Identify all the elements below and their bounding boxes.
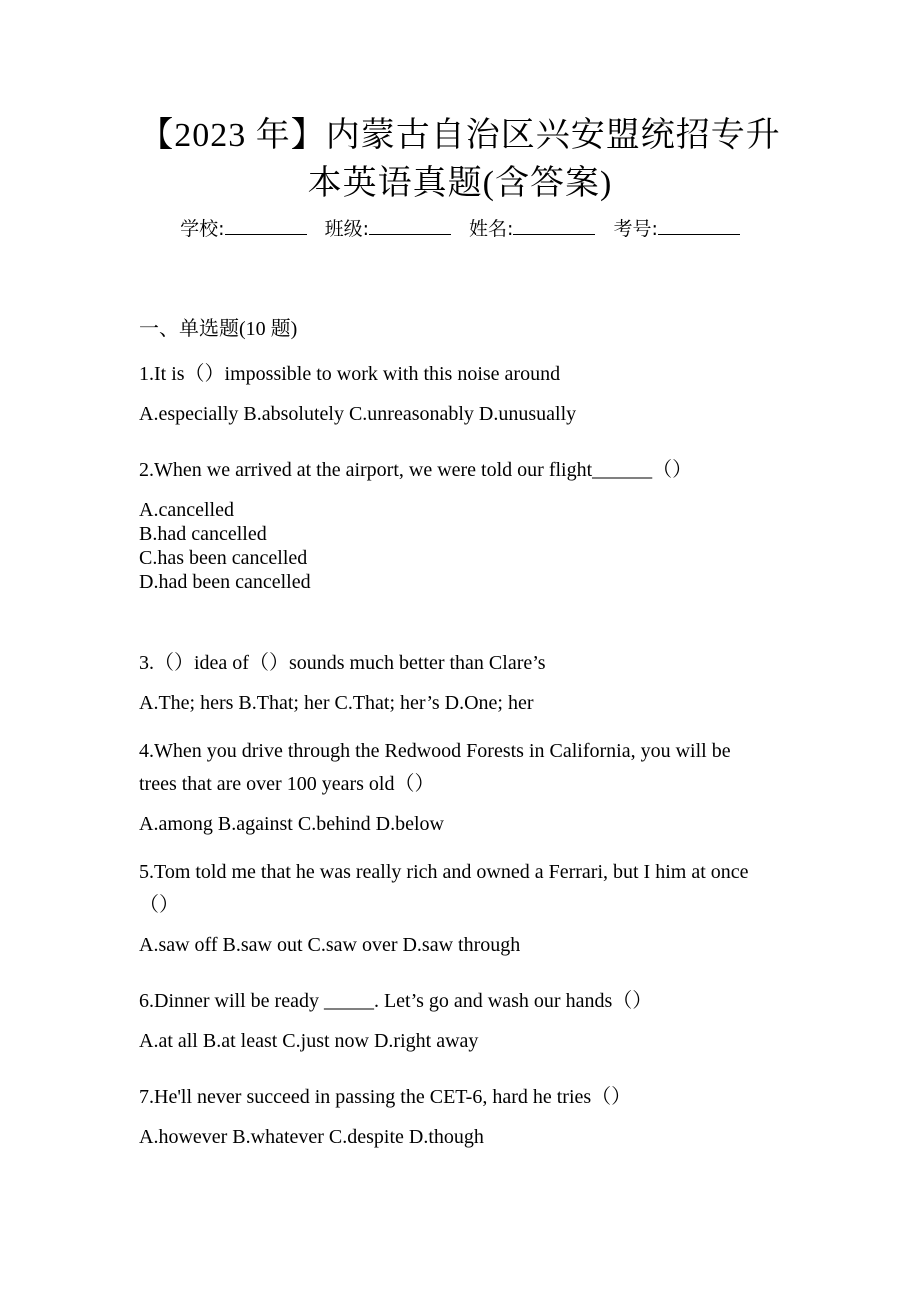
school-label: 学校: [180, 218, 225, 240]
exam-number-field[interactable] [613, 218, 739, 240]
question-5-options: A.saw off B.saw out C.saw over D.saw through [139, 934, 521, 956]
exam-number-label: 考号: [613, 218, 658, 240]
name-field[interactable] [469, 218, 595, 240]
question-4-stem-line-2: trees that are over 100 years old（） [139, 773, 435, 795]
question-4-stem-line-1: 4.When you drive through the Redwood Forests in California, you will be [139, 740, 731, 762]
question-3-stem: 3.（）idea of（）sounds much better than Clare’s [139, 652, 546, 674]
question-1-stem: 1.It is（）impossible to work with this noise around [139, 363, 561, 385]
question-2-option-d: D.had been cancelled [139, 571, 311, 593]
question-6-stem: 6.Dinner will be ready _____. Let’s go and wash our hands（） [139, 990, 653, 1012]
document-title-line-1: 【2023 年】内蒙古自治区兴安盟统招专升 [139, 117, 781, 154]
school-blank[interactable] [225, 216, 307, 235]
question-2-option-c: C.has been cancelled [139, 547, 308, 569]
class-blank[interactable] [369, 216, 451, 235]
question-7-options: A.however B.whatever C.despite D.though [139, 1126, 484, 1148]
question-5-stem-line-2: （） [139, 894, 179, 916]
class-field[interactable] [325, 218, 451, 240]
name-label: 姓名: [469, 218, 514, 240]
exam-number-blank[interactable] [658, 216, 740, 235]
question-4-options: A.among B.against C.behind D.below [139, 813, 444, 835]
name-blank[interactable] [513, 216, 595, 235]
question-6-options: A.at all B.at least C.just now D.right away [139, 1030, 479, 1052]
question-2-option-a: A.cancelled [139, 499, 234, 521]
document-title-line-2: 本英语真题(含答案) [307, 165, 613, 202]
section-heading: 一、单选题(10 题) [139, 318, 298, 340]
question-5-stem-line-1: 5.Tom told me that he was really rich and owned a Ferrari, but I him at once [139, 861, 749, 883]
school-field[interactable] [180, 218, 306, 240]
question-3-options: A.The; hers B.That; her C.That; her’s D.One; her [139, 692, 534, 714]
question-1-options: A.especially B.absolutely C.unreasonably D.unusually [139, 403, 577, 425]
question-2-option-b: B.had cancelled [139, 523, 267, 545]
student-info-row [0, 214, 920, 244]
question-2-stem: 2.When we arrived at the airport, we were told our flight______（） [139, 459, 693, 481]
class-label: 班级: [324, 218, 369, 240]
question-7-stem: 7.He'll never succeed in passing the CET-6, hard he tries（） [139, 1086, 632, 1108]
